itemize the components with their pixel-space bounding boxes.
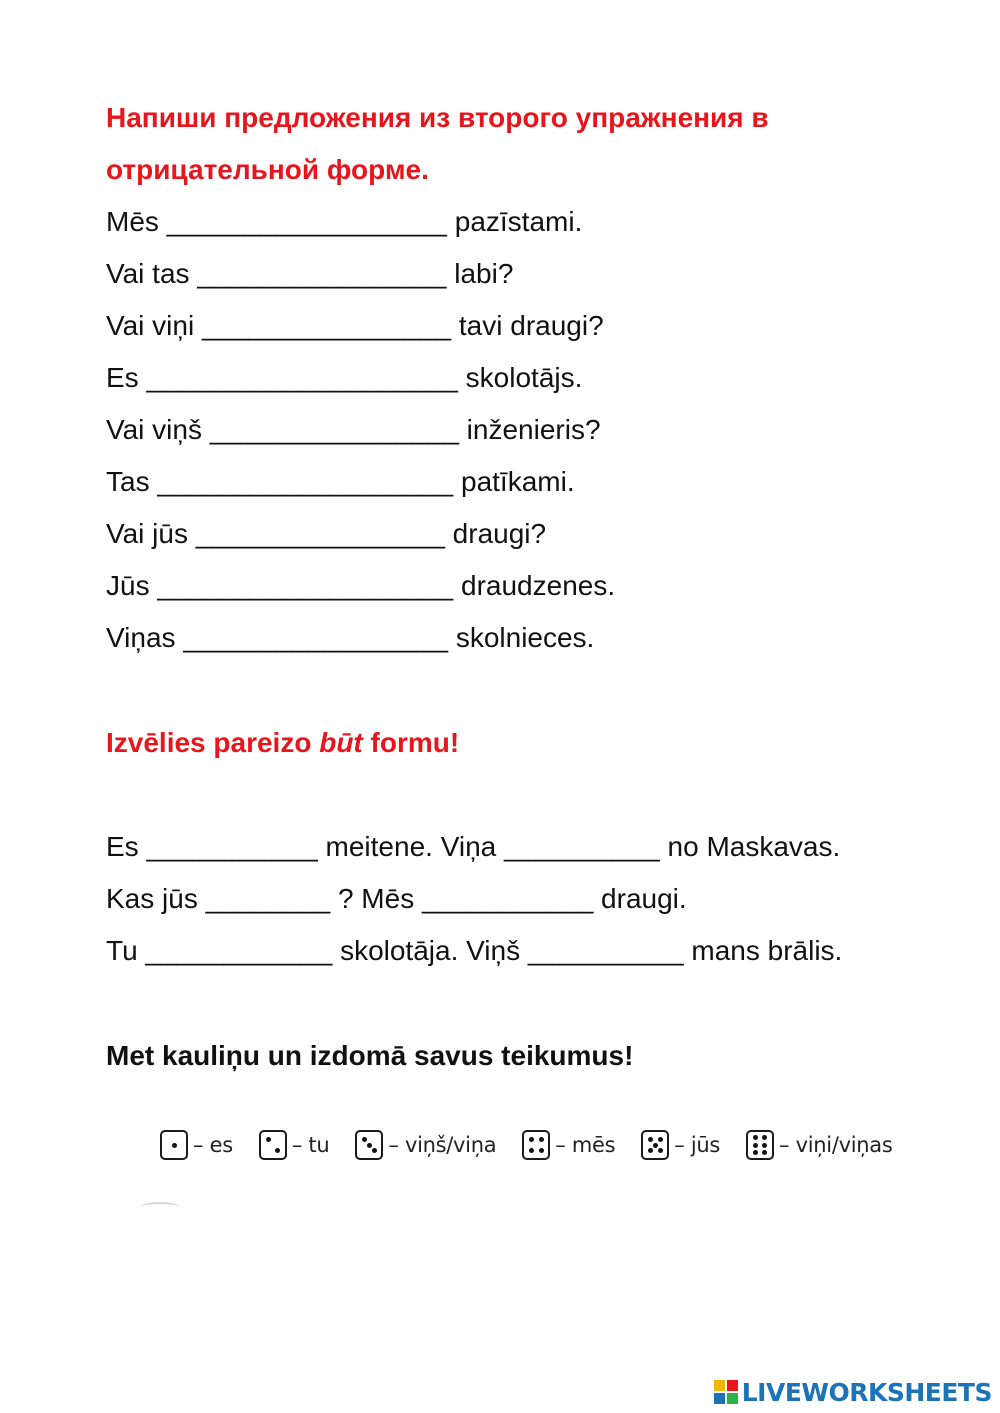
die-pip [266,1137,271,1142]
dice-legend-item [160,1130,233,1160]
die-pip [172,1143,177,1148]
die-pip [529,1148,534,1153]
dice-legend-item [746,1130,892,1160]
die-pip [762,1150,767,1155]
die-five-icon [641,1130,669,1160]
exercise1-sentence: Vai viņš ________________ inženieris? [106,414,601,445]
die-pip [762,1135,767,1140]
exercise1-sentence: Jūs ___________________ draudzenes. [106,570,616,601]
exercise2-title [106,726,459,760]
exercise2-sentence: Kas jūs ________ ? Mēs ___________ draugi. [106,883,687,914]
exercise1-sentence: Vai tas ________________ labi? [106,258,514,289]
die-six-icon [746,1130,774,1160]
die-one-icon [160,1130,188,1160]
exercise1-title-line2: отрицательной форме. [106,154,429,185]
exercise1-sentence: Vai viņi ________________ tavi draugi? [106,310,604,341]
die-pip [539,1137,544,1142]
die-pip [753,1143,758,1148]
exercise1-title-line1: Напиши предложения из второго упражнения в [106,102,769,133]
die-pip [539,1148,544,1153]
dice-legend-item [355,1130,496,1160]
dice-legend-label: – viņi/viņas [779,1133,893,1157]
die-pip [648,1148,653,1153]
die-pip [367,1143,372,1148]
die-pip [658,1148,663,1153]
die-pip [653,1143,658,1148]
die-pip [648,1137,653,1142]
exercise3-title: Met kauliņu un izdomā savus teikumus! [106,1040,634,1071]
die-pip [372,1148,377,1153]
die-pip [753,1135,758,1140]
logo-text: LIVEWORKSHEETS [741,1378,992,1407]
exercise1-sentence: Viņas _________________ skolnieces. [106,622,595,653]
die-pip [753,1150,758,1155]
exercise1-sentence: Tas ___________________ patīkami. [106,466,575,497]
exercise1-sentence: Mēs __________________ pazīstami. [106,206,583,237]
die-pip [529,1137,534,1142]
die-pip [362,1137,367,1142]
decorative-arc [140,1202,180,1214]
exercise2-sentence: Tu ____________ skolotāja. Viņš __________ mans brālis. [106,935,843,966]
die-three-icon [355,1130,383,1160]
dice-legend-label: – jūs [674,1133,721,1157]
dice-legend-item [522,1130,615,1160]
liveworksheets-logo-icon [714,1380,740,1406]
die-pip [275,1148,280,1153]
exercise2-title-before: Izvēlies pareizo [106,727,320,758]
die-pip [762,1143,767,1148]
exercise1-sentence: Vai jūs ________________ draugi? [106,518,547,549]
die-pip [658,1137,663,1142]
dice-legend-label: – mēs [555,1133,616,1157]
die-two-icon [259,1130,287,1160]
dice-legend-item [641,1130,720,1160]
dice-legend-label: – tu [291,1133,330,1157]
exercise2-title-after: formu! [362,727,460,758]
die-four-icon [522,1130,550,1160]
dice-legend [160,1130,893,1160]
liveworksheets-logo [714,1378,992,1407]
exercise2-title-italic: būt [319,727,363,758]
dice-legend-item [259,1130,330,1160]
dice-legend-label: – viņš/viņa [388,1133,497,1157]
dice-legend-label: – es [193,1133,233,1157]
exercise2-sentence: Es ___________ meitene. Viņa __________ no Maskavas. [106,831,841,862]
exercise1-sentence: Es ____________________ skolotājs. [106,362,583,393]
